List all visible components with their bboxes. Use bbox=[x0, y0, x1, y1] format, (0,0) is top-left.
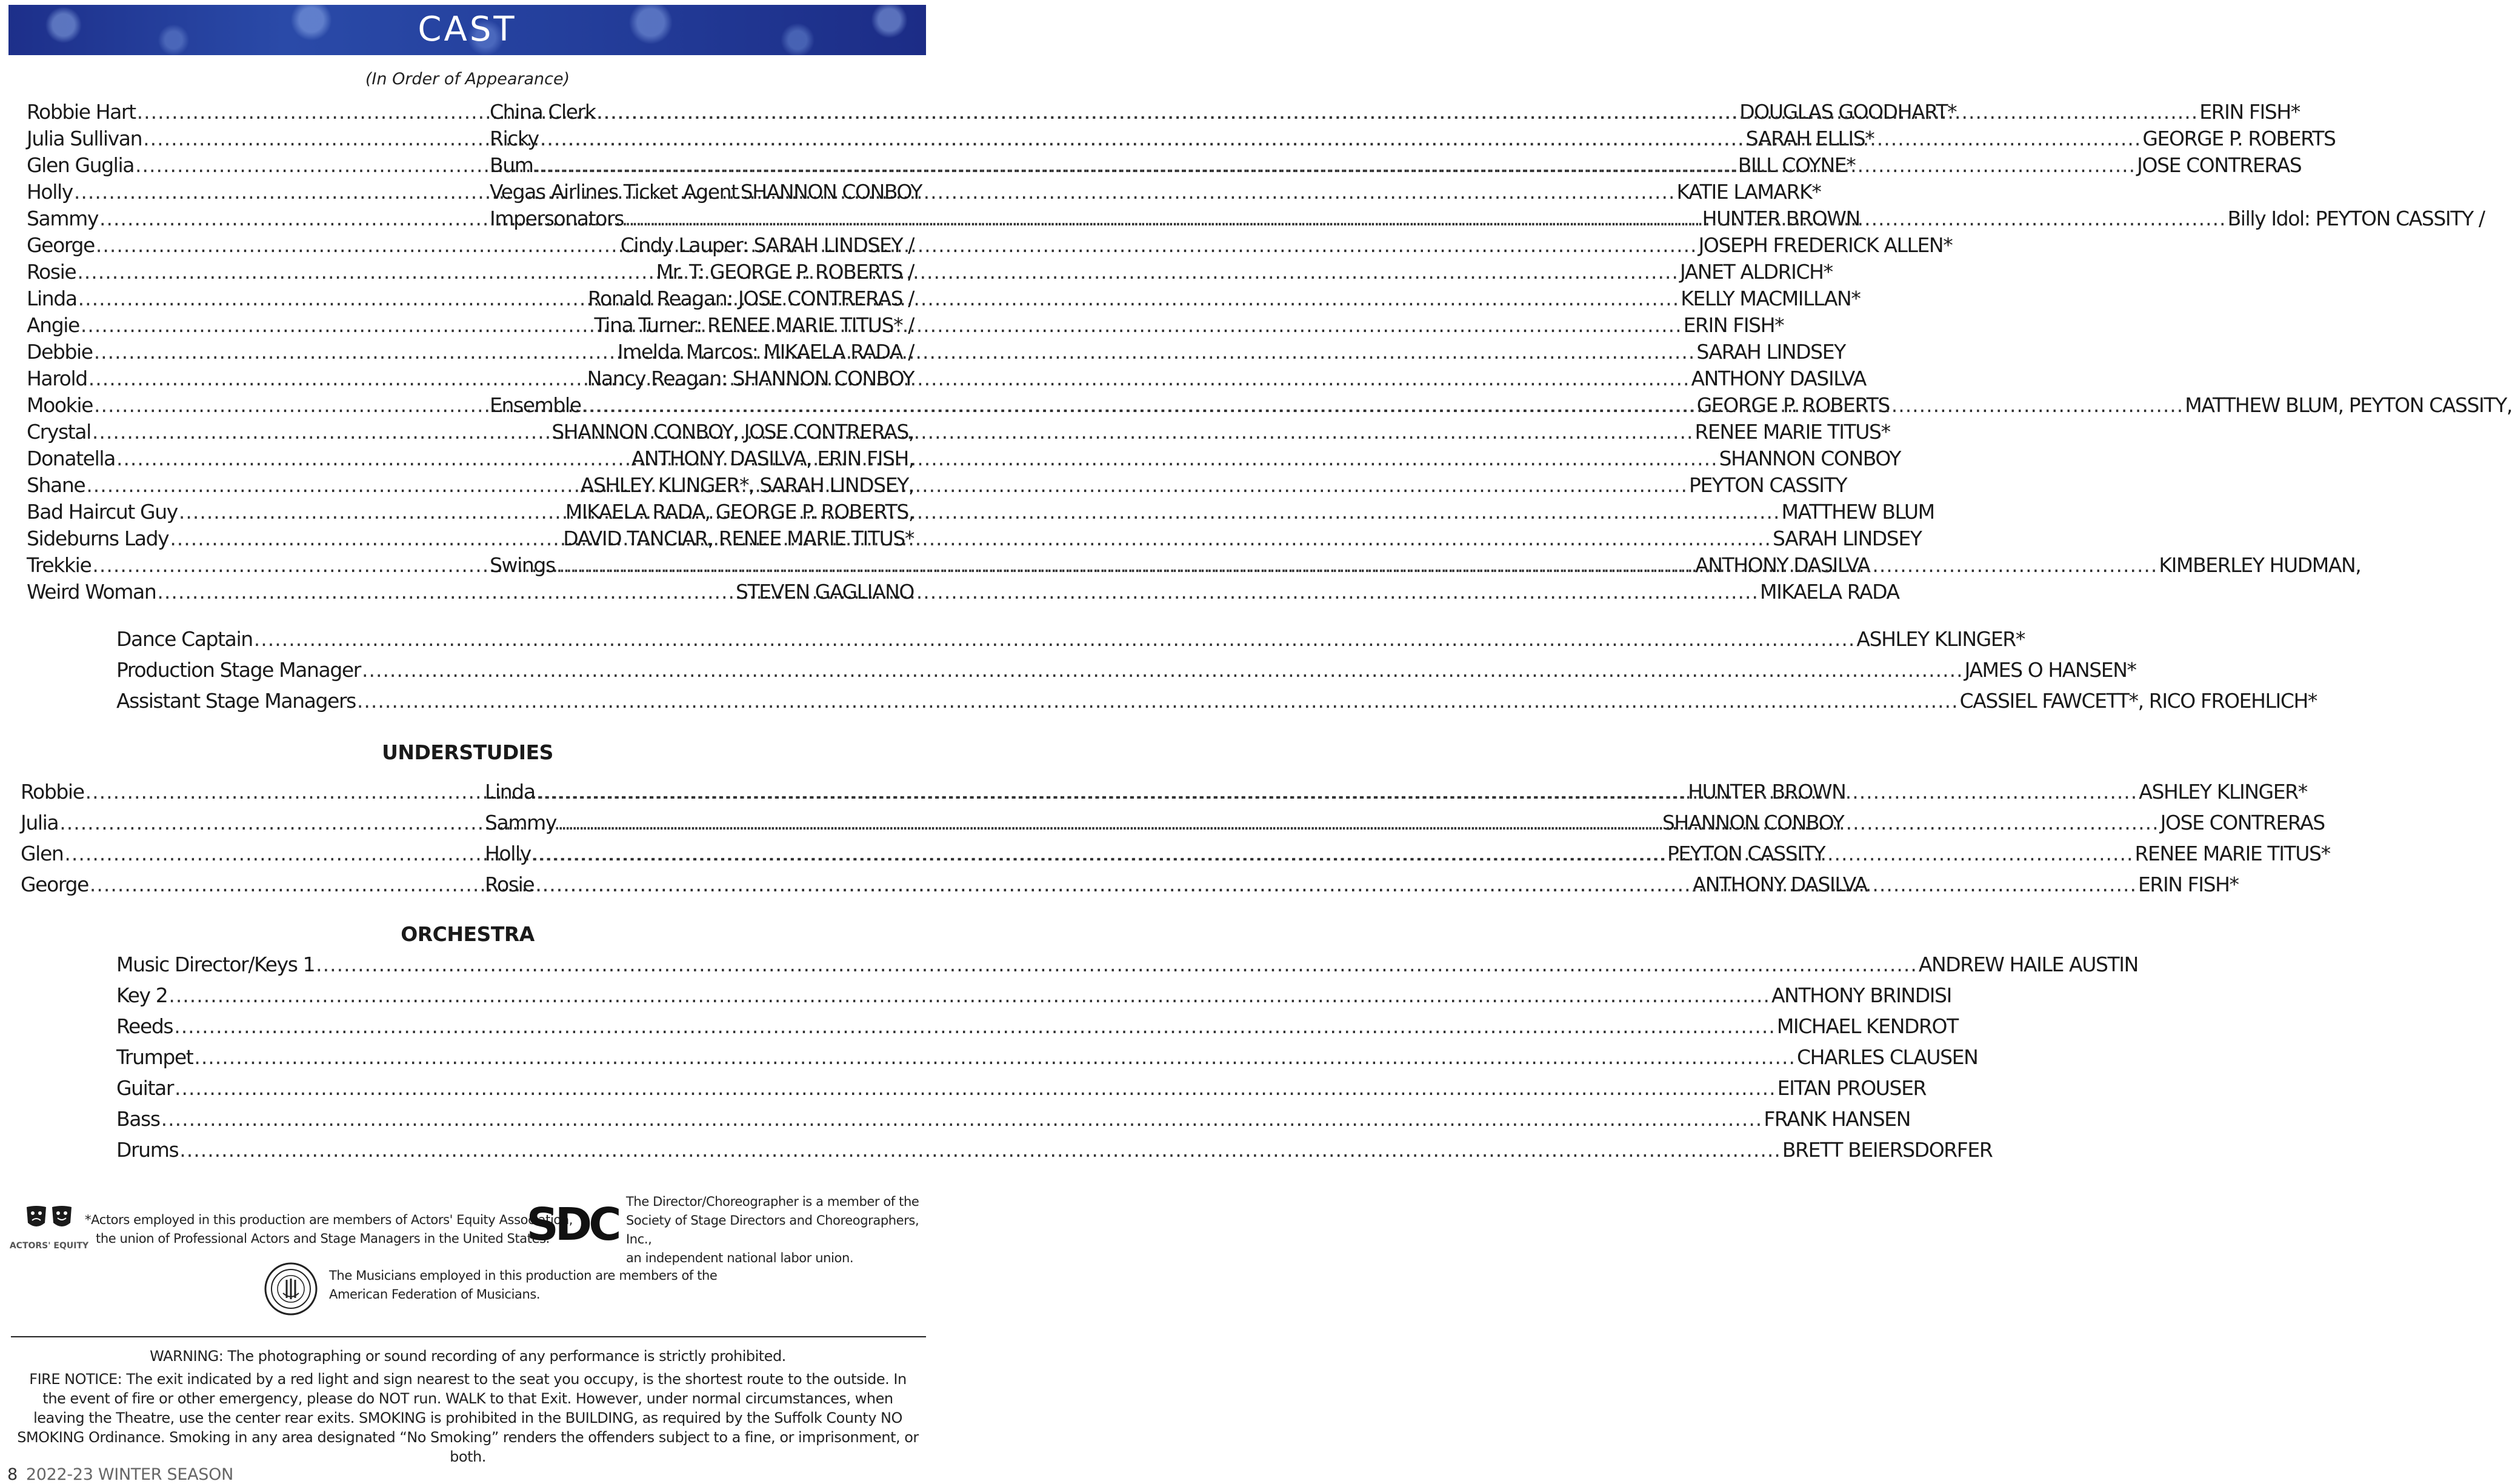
credit-role: Bum bbox=[490, 153, 533, 177]
credit-name: JOSE CONTRERAS bbox=[2160, 811, 2325, 834]
credit-continuation: DAVID TANCIAR, RENEE MARIE TITUS* bbox=[563, 527, 914, 550]
credit-name: CASSIEL FAWCETT*, RICO FROEHLICH* bbox=[1959, 689, 2317, 713]
credit-role: Vegas Airlines Ticket Agent bbox=[490, 180, 738, 204]
credit-role: Reeds bbox=[116, 1014, 173, 1038]
credit-role: Weird Woman bbox=[27, 580, 156, 604]
sdc-logo bbox=[526, 1199, 618, 1251]
credit-role: Glen Guglia bbox=[27, 153, 135, 177]
credit-name: KIMBERLEY HUDMAN, bbox=[2159, 553, 2361, 577]
credit-role: Guitar bbox=[116, 1076, 173, 1100]
credit-continuation: ASHLEY KLINGER*, SARAH LINDSEY, bbox=[580, 473, 914, 497]
credit-role: Swings bbox=[490, 553, 555, 577]
cast-title: CAST bbox=[418, 10, 517, 49]
credit-row bbox=[116, 1013, 1958, 1040]
credit-role: Dance Captain bbox=[116, 627, 253, 651]
leader-dots bbox=[168, 982, 1770, 1009]
leader-dots bbox=[362, 657, 1964, 684]
credit-role: Linda bbox=[27, 287, 77, 310]
credit-role: Mookie bbox=[27, 393, 93, 417]
season-label: 2022-23 WINTER SEASON bbox=[25, 1465, 233, 1484]
credit-name: KATIE LAMARK* bbox=[1676, 180, 1821, 204]
credit-name: ERIN FISH* bbox=[1683, 313, 1784, 337]
credit-name: SHANNON CONBOY bbox=[740, 180, 922, 204]
credit-name: CHARLES CLAUSEN bbox=[1796, 1045, 1978, 1069]
credit-continuation: Tina Turner: RENEE MARIE TITUS* / bbox=[594, 313, 914, 337]
credit-name: SHANNON CONBOY bbox=[1719, 447, 1901, 470]
leader-dots bbox=[536, 779, 2138, 805]
credit-name: GEORGE P. ROBERTS bbox=[1696, 393, 1890, 417]
credit-name: KELLY MACMILLAN* bbox=[1681, 287, 1861, 310]
credit-name: ANTHONY DASILVA bbox=[1691, 367, 1866, 390]
credit-name: MATTHEW BLUM bbox=[1781, 500, 1934, 524]
credit-continuation: STEVEN GAGLIANO bbox=[735, 580, 914, 604]
credit-name: JANET ALDRICH* bbox=[1679, 260, 1833, 284]
credit-continuation: Nancy Reagan: SHANNON CONBOY bbox=[587, 367, 914, 390]
sdc-logo-text: SDC bbox=[526, 1199, 618, 1251]
credit-name: RENEE MARIE TITUS* bbox=[2134, 842, 2330, 865]
leader-dots bbox=[597, 99, 2199, 125]
credit-row bbox=[116, 1044, 1978, 1071]
credit-name: ERIN FISH* bbox=[2137, 873, 2239, 896]
credit-name: MICHAEL KENDROT bbox=[1776, 1014, 1958, 1038]
equity-note: *Actors employed in this production are members of Actors' Equity Association, the union of Professional Actors and Stage Managers in the United States. bbox=[85, 1213, 573, 1246]
credit-row bbox=[116, 688, 2317, 714]
orchestra-heading: ORCHESTRA bbox=[401, 922, 535, 946]
credit-row bbox=[116, 626, 2025, 653]
sdc-note: The Director/Choreographer is a member of the Society of Stage Directors and Choreographers, Inc., an independent national labor union. bbox=[626, 1194, 919, 1265]
credit-row bbox=[490, 179, 922, 205]
credit-role: Music Director/Keys 1 bbox=[116, 953, 315, 976]
credit-role: Drums bbox=[116, 1138, 179, 1162]
leader-dots bbox=[535, 152, 2136, 179]
credit-name: ANTHONY DASILVA bbox=[1695, 553, 1870, 577]
credit-name: GEORGE P. ROBERTS bbox=[2142, 127, 2336, 150]
leader-dots bbox=[170, 525, 1771, 552]
credit-name: ANDREW HAILE AUSTIN bbox=[1918, 953, 2138, 976]
credit-role: Julia Sullivan bbox=[27, 127, 142, 150]
credit-role: Donatella bbox=[27, 447, 115, 470]
credit-name: RENEE MARIE TITUS* bbox=[1694, 420, 1890, 444]
leader-dots bbox=[194, 1044, 1796, 1071]
credit-row bbox=[116, 951, 2138, 978]
divider-rule bbox=[11, 1336, 926, 1337]
page-footer bbox=[7, 1465, 233, 1484]
leader-dots bbox=[540, 125, 2142, 152]
credit-name: JAMES O HANSEN* bbox=[1964, 658, 2136, 682]
credit-role: Shane bbox=[27, 473, 85, 497]
credit-continuation: Ronald Reagan: JOSE CONTRERAS / bbox=[588, 287, 914, 310]
credit-continuation: Mr. T: GEORGE P. ROBERTS / bbox=[656, 260, 914, 284]
afm-seal-icon bbox=[264, 1262, 318, 1316]
credit-name: ASHLEY KLINGER* bbox=[2139, 780, 2307, 804]
credit-role: Bad Haircut Guy bbox=[27, 500, 178, 524]
credit-role: Rosie bbox=[485, 873, 535, 896]
credit-role: Harold bbox=[27, 367, 87, 390]
leader-dots bbox=[357, 688, 1959, 714]
credit-continuation: ANTHONY DASILVA, ERIN FISH, bbox=[631, 447, 914, 470]
credit-name: SARAH LINDSEY bbox=[1696, 340, 1845, 364]
credit-role: Production Stage Manager bbox=[116, 658, 361, 682]
credit-name: BILL COYNE* bbox=[1737, 153, 1856, 177]
credit-row bbox=[116, 1106, 1911, 1133]
credit-row bbox=[116, 1075, 1927, 1102]
understudies-heading: UNDERSTUDIES bbox=[382, 740, 553, 764]
credit-role: Trekkie bbox=[27, 553, 92, 577]
credit-role: Sammy bbox=[27, 207, 98, 230]
credit-continuation: SHANNON CONBOY, JOSE CONTRERAS, bbox=[551, 420, 914, 444]
credit-name: SHANNON CONBOY bbox=[1662, 811, 1844, 834]
credit-name: MATTHEW BLUM, PEYTON CASSITY, bbox=[2185, 393, 2512, 417]
warning-notice: WARNING: The photographing or sound recording of any performance is strictly prohibited. bbox=[150, 1348, 786, 1365]
credit-name: Billy Idol: PEYTON CASSITY / bbox=[2227, 207, 2485, 230]
credit-role: Glen bbox=[21, 842, 64, 865]
credit-role: Crystal bbox=[27, 420, 91, 444]
credit-name: JOSE CONTRERAS bbox=[2137, 153, 2302, 177]
credit-role: George bbox=[21, 873, 88, 896]
credit-role: Ricky bbox=[490, 127, 539, 150]
credit-row bbox=[116, 657, 2136, 684]
leader-dots bbox=[532, 840, 2134, 867]
leader-dots bbox=[179, 499, 1781, 525]
leader-dots bbox=[161, 1106, 1763, 1133]
credit-role: Assistant Stage Managers bbox=[116, 689, 356, 713]
credit-name: MIKAELA RADA bbox=[1760, 580, 1899, 604]
credit-name: SARAH LINDSEY bbox=[1772, 527, 1922, 550]
credit-role: Angie bbox=[27, 313, 79, 337]
credit-role: Robbie Hart bbox=[27, 100, 136, 124]
credit-name: ERIN FISH* bbox=[2199, 100, 2300, 124]
credit-role: Trumpet bbox=[116, 1045, 193, 1069]
credit-name: FRANK HANSEN bbox=[1764, 1107, 1911, 1131]
credit-continuation: MIKAELA RADA, GEORGE P. ROBERTS, bbox=[565, 500, 914, 524]
cast-subtitle: (In Order of Appearance) bbox=[365, 70, 570, 88]
fire-notice: FIRE NOTICE: The exit indicated by a red light and sign nearest to the seat you occupy, is the shortest route to the outside. In the event of fire or other emergency, please do NOT run. WALK to that Exit. However, under normal circumstances, when leaving the Theatre, use the center rear exits. SMOKING is prohibited in the BUILDING, as required by the Suffolk County NO SMOKING Ordinance. Smoking in any area designated “No Smoking” renders the offenders subject to a fine, or imprisonment, or both. bbox=[17, 1371, 919, 1465]
cast-banner bbox=[8, 5, 926, 55]
credit-name: HUNTER BROWN bbox=[1702, 207, 1860, 230]
afm-note: The Musicians employed in this production are members of the American Federation of Musicians. bbox=[329, 1268, 718, 1302]
leader-dots bbox=[316, 951, 1917, 978]
credit-continuation: Imelda Marcos: MIKAELA RADA / bbox=[617, 340, 914, 364]
leader-dots bbox=[175, 1075, 1776, 1102]
leader-dots bbox=[179, 1137, 1781, 1163]
credit-name: BRETT BEIERSDORFER bbox=[1782, 1138, 1993, 1162]
credit-name: JOSEPH FREDERICK ALLEN* bbox=[1698, 233, 1953, 257]
equity-logo-text: ACTORS' EQUITY bbox=[9, 1241, 89, 1251]
credit-role: Debbie bbox=[27, 340, 93, 364]
leader-dots bbox=[582, 392, 2184, 419]
leader-dots bbox=[535, 871, 2137, 898]
credit-role: Julia bbox=[21, 811, 59, 834]
credit-role: Ensemble bbox=[490, 393, 581, 417]
credit-role: China Clerk bbox=[490, 100, 596, 124]
leader-dots bbox=[254, 626, 1856, 653]
credit-role: Linda bbox=[485, 780, 535, 804]
leader-dots bbox=[157, 579, 1759, 605]
credit-name: ANTHONY BRINDISI bbox=[1771, 983, 1951, 1007]
credit-role: Rosie bbox=[27, 260, 76, 284]
leader-dots bbox=[174, 1013, 1776, 1040]
credit-continuation: Cindy Lauper: SARAH LINDSEY / bbox=[620, 233, 914, 257]
leader-dots bbox=[558, 810, 2159, 836]
equity-logo bbox=[9, 1205, 89, 1259]
credit-name: ANTHONY DASILVA bbox=[1692, 873, 1867, 896]
credit-name: HUNTER BROWN bbox=[1688, 780, 1846, 804]
credit-row bbox=[116, 1137, 1993, 1163]
credit-name: ASHLEY KLINGER* bbox=[1856, 627, 2025, 651]
leader-dots bbox=[116, 445, 1718, 472]
credit-name: PEYTON CASSITY bbox=[1667, 842, 1825, 865]
credit-role: Holly bbox=[27, 180, 73, 204]
credit-role: Sideburns Lady bbox=[27, 527, 169, 550]
credit-role: George bbox=[27, 233, 95, 257]
page-number: 8 bbox=[7, 1465, 18, 1484]
leader-dots bbox=[556, 552, 2158, 579]
credit-role: Robbie bbox=[21, 780, 84, 804]
credit-role: Sammy bbox=[485, 811, 556, 834]
credit-role: Key 2 bbox=[116, 983, 168, 1007]
credit-row bbox=[116, 982, 1951, 1009]
credit-role: Impersonators bbox=[490, 207, 624, 230]
credit-role: Bass bbox=[116, 1107, 160, 1131]
credit-name: DOUGLAS GOODHART* bbox=[1739, 100, 1957, 124]
credit-name: PEYTON CASSITY bbox=[1688, 473, 1847, 497]
leader-dots bbox=[625, 205, 2227, 232]
credit-role: Holly bbox=[485, 842, 531, 865]
credit-name: EITAN PROUSER bbox=[1777, 1076, 1927, 1100]
credit-name: SARAH ELLIS* bbox=[1745, 127, 1874, 150]
